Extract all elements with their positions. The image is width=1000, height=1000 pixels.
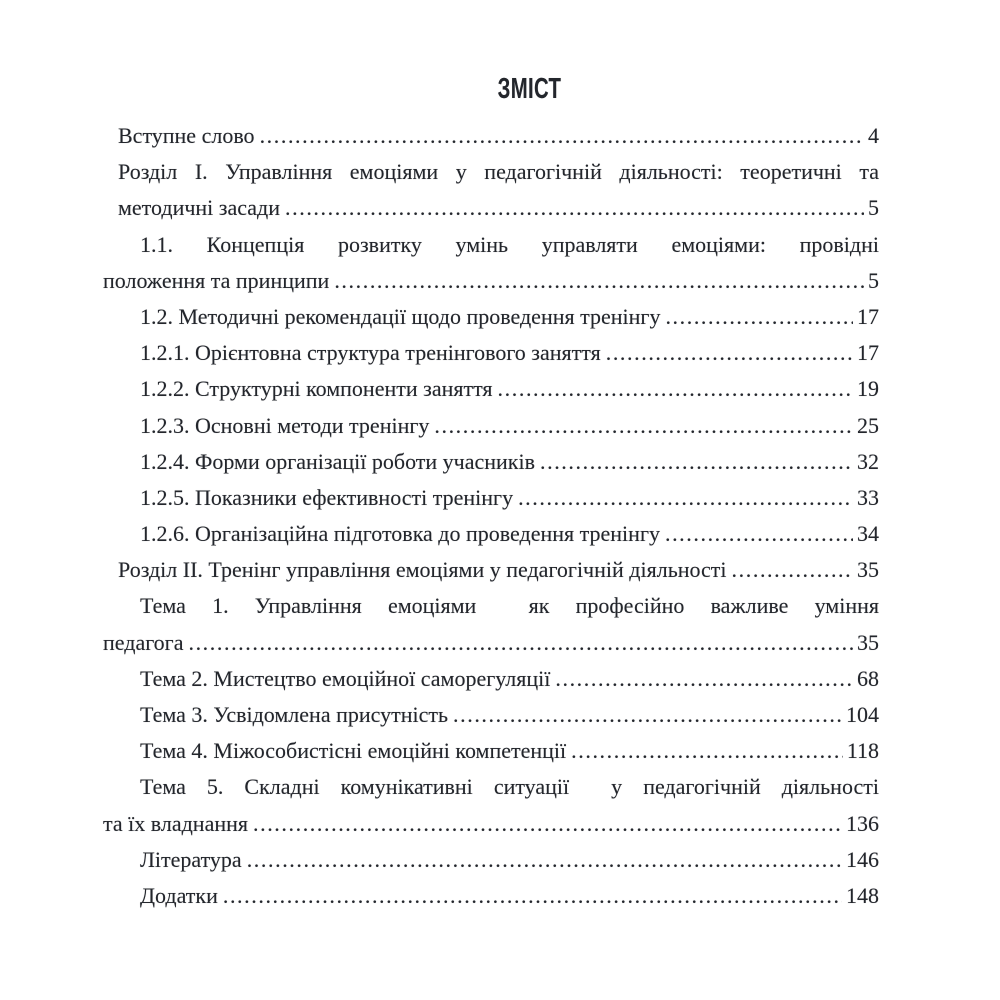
toc-entry-tema-4 bbox=[103, 733, 879, 769]
entry-text: 1.1. Концепція розвитку умінь управляти емоціями: провідні bbox=[140, 231, 879, 257]
entry-text: Тема 3. Усвідомлена присутність bbox=[140, 702, 449, 727]
entry-last-line bbox=[103, 806, 879, 842]
toc-entry-tema-2 bbox=[103, 661, 879, 697]
toc-entry-1-2-6 bbox=[103, 516, 879, 552]
entry-text: Додатки bbox=[140, 882, 218, 908]
dot-leader bbox=[606, 335, 853, 371]
entry-text: 1.2.1. Орієнтовна структура тренінгового заняття bbox=[140, 340, 601, 366]
dot-leader bbox=[188, 625, 853, 661]
dot-leader bbox=[732, 552, 853, 588]
toc-entry-1-2-5 bbox=[103, 480, 879, 516]
toc-entry-dodatky bbox=[103, 878, 879, 914]
entry-text: 1.2. Методичні рекомендації щодо проведення тренінгу bbox=[140, 303, 661, 329]
page-number: 4 bbox=[868, 123, 879, 148]
toc-entry-rozdil-2 bbox=[103, 552, 879, 588]
page-title bbox=[103, 71, 879, 107]
entry-text: 1.2.6. Організаційна підготовка до проведення тренінгу bbox=[140, 521, 660, 547]
page-number: 148 bbox=[846, 882, 879, 908]
toc-entry-1-2-1 bbox=[103, 335, 879, 371]
dot-leader bbox=[334, 263, 864, 299]
page-number: 35 bbox=[857, 557, 879, 583]
page-number: 5 bbox=[868, 267, 879, 293]
entry-text: Тема 1. Управління емоціями як професійно важливе уміння bbox=[140, 593, 879, 619]
entry-last-line bbox=[103, 263, 879, 299]
entry-text: педагога bbox=[103, 629, 184, 655]
dot-leader bbox=[253, 806, 842, 842]
dot-leader bbox=[555, 661, 853, 697]
toc-entry-literatura bbox=[103, 842, 879, 878]
entry-text: та їх владнання bbox=[103, 810, 248, 836]
page-number: 25 bbox=[857, 412, 879, 438]
entry-text: Тема 4. Міжособистісні емоційні компетенції bbox=[140, 738, 567, 764]
page-number: 5 bbox=[868, 195, 879, 221]
toc-entry-tema-3 bbox=[103, 697, 879, 733]
entry-last-line bbox=[103, 190, 879, 226]
toc-content bbox=[103, 71, 879, 914]
entry-text: Тема 2. Мистецтво емоційної саморегуляції bbox=[140, 665, 551, 691]
dot-leader bbox=[665, 299, 853, 335]
dot-leader bbox=[285, 190, 864, 226]
entry-text: 1.2.5. Показники ефективності тренінгу bbox=[140, 484, 514, 510]
entry-last-line bbox=[103, 625, 879, 661]
dot-leader bbox=[665, 516, 853, 552]
dot-leader bbox=[498, 371, 853, 407]
dot-leader bbox=[571, 733, 843, 769]
page-number: 118 bbox=[846, 738, 879, 764]
page-number: 34 bbox=[857, 521, 879, 547]
dot-leader bbox=[247, 842, 842, 878]
dot-leader bbox=[518, 480, 853, 516]
page-title-text: ЗМІСТ bbox=[497, 73, 561, 105]
page-number: 146 bbox=[846, 846, 879, 872]
toc-entry-vstupne-slovo bbox=[103, 118, 879, 154]
entry-text: 1.2.3. Основні методи тренінгу bbox=[140, 412, 430, 438]
toc-entry-tema-5 bbox=[103, 769, 879, 841]
entry-text: Тема 5. Складні комунікативні ситуації у педагогічній діяльності bbox=[140, 774, 879, 800]
toc-entry-1-1 bbox=[103, 227, 879, 299]
entry-text: Вступне слово bbox=[118, 123, 255, 148]
toc-entry-1-2-4 bbox=[103, 444, 879, 480]
dot-leader bbox=[540, 444, 853, 480]
page-number: 32 bbox=[857, 448, 879, 474]
entry-text: положення та принципи bbox=[103, 267, 330, 293]
page-number: 33 bbox=[857, 484, 879, 510]
toc-entry-1-2-2 bbox=[103, 371, 879, 407]
entry-text: Розділ ІІ. Тренінг управління емоціями у педагогічній діяльності bbox=[118, 557, 727, 583]
dot-leader bbox=[223, 878, 842, 914]
page-number: 104 bbox=[846, 702, 879, 727]
entry-text: 1.2.4. Форми організації роботи учасників bbox=[140, 448, 535, 474]
toc-entry-1-2-3 bbox=[103, 408, 879, 444]
dot-leader bbox=[434, 408, 853, 444]
dot-leader bbox=[260, 118, 864, 154]
table-of-contents bbox=[103, 118, 879, 914]
entry-text: методичні засади bbox=[118, 195, 281, 221]
toc-entry-1-2 bbox=[103, 299, 879, 335]
entry-text: Література bbox=[140, 846, 242, 872]
toc-entry-tema-1 bbox=[103, 588, 879, 660]
dot-leader bbox=[453, 697, 842, 733]
entry-text: Розділ І. Управління емоціями у педагогічній діяльності: теоретичні та bbox=[118, 159, 879, 185]
entry-text: 1.2.2. Структурні компоненти заняття bbox=[140, 376, 493, 402]
page-number: 17 bbox=[857, 303, 879, 329]
toc-entry-rozdil-1 bbox=[103, 154, 879, 226]
page-number: 17 bbox=[857, 340, 879, 366]
page-number: 136 bbox=[846, 810, 879, 836]
page-number: 68 bbox=[857, 665, 879, 691]
page-number: 19 bbox=[857, 376, 879, 402]
page-number: 35 bbox=[857, 629, 879, 655]
